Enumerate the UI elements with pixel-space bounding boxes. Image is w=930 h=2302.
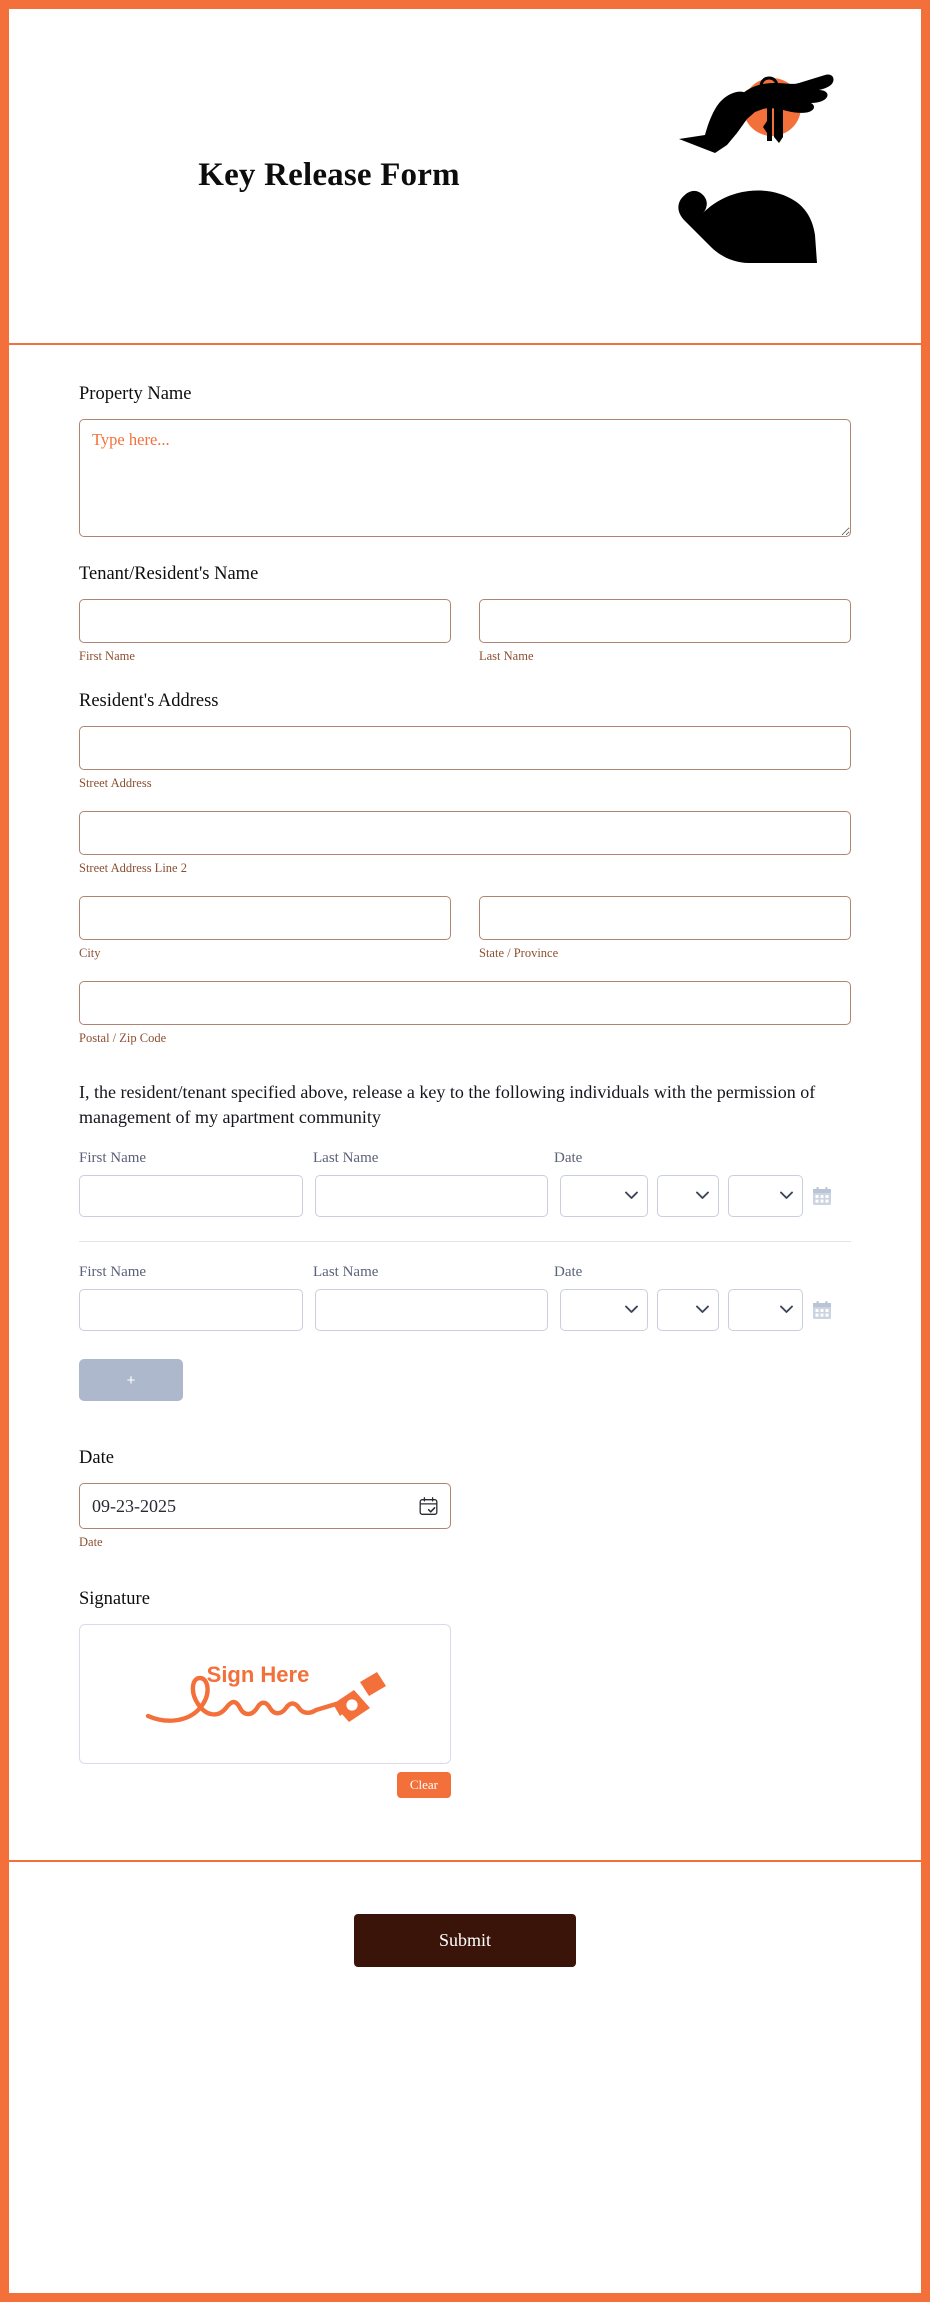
signature-label: Signature [79,1589,150,1610]
tenant-last-name-sublabel: Last Name [479,649,534,664]
release-row-2-year-select-wrap[interactable] [728,1289,803,1331]
release-row-2-month-select-wrap[interactable] [560,1289,648,1331]
signature-field-block [79,1588,851,1798]
add-release-row-button[interactable]: + [79,1359,183,1401]
postal-code-group [79,981,851,1046]
release-row-2-first-name-input[interactable] [79,1289,303,1331]
calendar-icon[interactable] [812,1300,832,1320]
address-field-block [79,690,851,1046]
key-release-block [79,1080,851,1401]
state-group [479,896,851,961]
release-row-1-day-select-wrap[interactable] [657,1175,719,1217]
release-first-name-header: First Name [79,1264,147,1281]
release-person-row [79,1262,851,1331]
tenant-last-name-group [479,599,851,664]
street-address-2-sublabel: Street Address Line 2 [79,861,187,876]
postal-code-input[interactable] [79,981,851,1025]
release-row-1-day-select[interactable] [658,1176,718,1216]
release-row-1-last-name-input[interactable] [315,1175,548,1217]
release-statement: I, the resident/tenant specified above, release a key to the following individuals with the permission of management of my apartment community [79,1082,816,1128]
release-row-2-day-select-wrap[interactable] [657,1289,719,1331]
form-fields-container [9,345,921,1862]
date-sublabel: Date [79,1535,103,1550]
property-name-input[interactable] [79,419,851,537]
tenant-name-label: Tenant/Resident's Name [79,564,259,585]
date-input[interactable] [79,1483,451,1529]
street-address-2-group [79,811,851,876]
street-address-sublabel: Street Address [79,776,152,791]
release-row-1-year-select-wrap[interactable] [728,1175,803,1217]
release-person-row [79,1148,851,1217]
calendar-check-icon[interactable] [419,1497,438,1516]
release-row-divider [79,1241,851,1242]
clear-signature-button[interactable]: Clear [397,1772,451,1798]
date-field-block [79,1447,851,1550]
hands-exchanging-keys-icon [675,49,865,269]
release-row-2-day-select[interactable] [658,1290,718,1330]
tenant-first-name-group [79,599,451,664]
city-input[interactable] [79,896,451,940]
release-row-2-last-name-input[interactable] [315,1289,548,1331]
form-footer [9,1862,921,1967]
release-last-name-header: Last Name [313,1150,379,1167]
release-row-2-year-select[interactable] [729,1290,802,1330]
submit-button[interactable]: Submit [354,1914,576,1967]
tenant-name-field-block [79,563,851,664]
tenant-last-name-input[interactable] [479,599,851,643]
tenant-first-name-input[interactable] [79,599,451,643]
form-header [9,9,921,345]
page-title: Key Release Form [198,157,460,193]
release-row-1-month-select-wrap[interactable] [560,1175,648,1217]
state-province-input[interactable] [479,896,851,940]
property-name-label: Property Name [79,384,192,404]
street-address-2-input[interactable] [79,811,851,855]
release-date-header: Date [554,1150,583,1167]
release-row-1-year-select[interactable] [729,1176,802,1216]
street-address-group [79,726,851,791]
state-province-sublabel: State / Province [479,946,559,961]
property-name-field-block [79,383,851,537]
sign-here-placeholder-icon [140,1646,390,1742]
release-row-1-first-name-input[interactable] [79,1175,303,1217]
tenant-first-name-sublabel: First Name [79,649,135,664]
release-row-1-month-select[interactable] [561,1176,647,1216]
city-sublabel: City [79,946,101,961]
date-label: Date [79,1448,114,1469]
release-row-2-month-select[interactable] [561,1290,647,1330]
release-date-header: Date [554,1264,583,1281]
city-group [79,896,451,961]
signature-canvas[interactable] [79,1624,451,1764]
address-label: Resident's Address [79,691,219,712]
release-last-name-header: Last Name [313,1264,379,1281]
svg-text:Sign Here: Sign Here [206,1662,310,1688]
form-card [9,9,921,2293]
calendar-icon[interactable] [812,1186,832,1206]
street-address-input[interactable] [79,726,851,770]
postal-code-sublabel: Postal / Zip Code [79,1031,167,1046]
release-first-name-header: First Name [79,1150,147,1167]
